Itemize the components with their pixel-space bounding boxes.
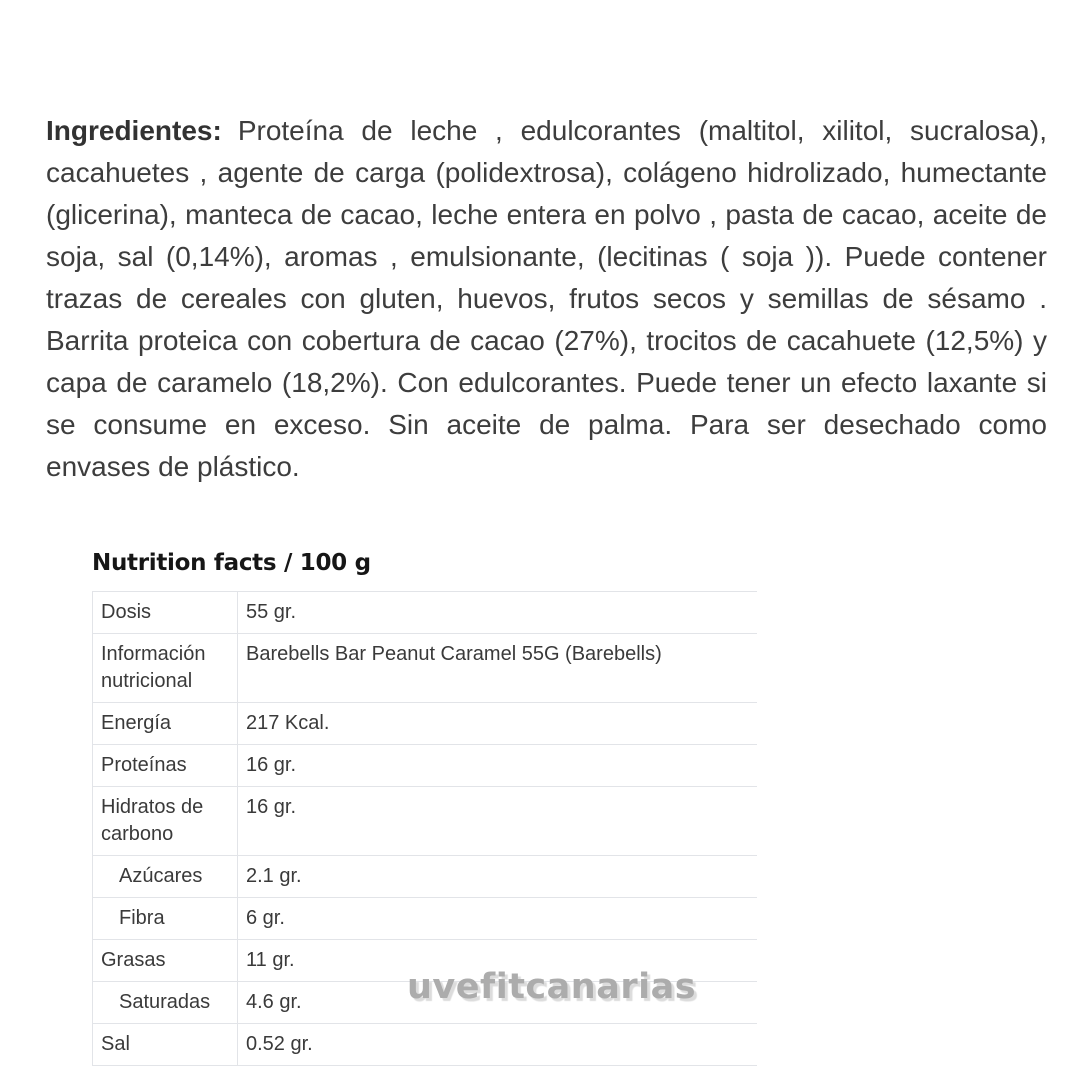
table-row [93, 856, 757, 898]
row-value: 217 Kcal. [238, 703, 757, 745]
row-label: Fibra [93, 898, 238, 940]
row-label: Saturadas [93, 982, 238, 1024]
table-row [93, 1024, 757, 1066]
row-label: Dosis [93, 592, 238, 634]
row-value: 16 gr. [238, 745, 757, 787]
row-label: Energía [93, 703, 238, 745]
table-row [93, 703, 757, 745]
row-value: 11 gr. [238, 940, 757, 982]
row-value: 6 gr. [238, 898, 757, 940]
row-value: 16 gr. [238, 787, 757, 856]
ingredients-text: Proteína de leche , edulcorantes (maltitol, xilitol, sucralosa), cacahuetes , agente de carga (polidextrosa), colágeno hidrolizado, humectante (glicerina), manteca de cacao, leche entera en polvo , pasta de cacao, aceite de soja, sal (0,14%), aromas , emulsionante, (lecitinas ( soja )). Puede contener trazas de cereales con gluten, huevos, frutos secos y semillas de sésamo . Barrita proteica con cobertura de cacao (27%), trocitos de cacahuete (12,5%) y capa de caramelo (18,2%). Con edulcorantes. Puede tener un efecto laxante si se consume en exceso. Sin aceite de palma. Para ser desechado como envases de plástico. [46, 115, 1047, 482]
row-label: Información nutricional [93, 634, 238, 703]
row-label: Azúcares [93, 856, 238, 898]
row-value: Barebells Bar Peanut Caramel 55G (Barebells) [238, 634, 757, 703]
ingredients-label: Ingredientes: [46, 115, 222, 146]
table-row [93, 898, 757, 940]
row-label: Sal [93, 1024, 238, 1066]
table-row [93, 634, 757, 703]
table-row [93, 745, 757, 787]
row-value: 4.6 gr. [238, 982, 757, 1024]
row-label: Hidratos de carbono [93, 787, 238, 856]
table-row [93, 787, 757, 856]
row-label: Proteínas [93, 745, 238, 787]
row-value: 0.52 gr. [238, 1024, 757, 1066]
row-value: 2.1 gr. [238, 856, 757, 898]
row-value: 55 gr. [238, 592, 757, 634]
row-label: Grasas [93, 940, 238, 982]
ingredients-paragraph [46, 110, 1047, 488]
nutrition-title: Nutrition facts / 100 g [92, 550, 371, 576]
watermark: uvefitcanarias [407, 967, 697, 1007]
table-row [93, 592, 757, 634]
